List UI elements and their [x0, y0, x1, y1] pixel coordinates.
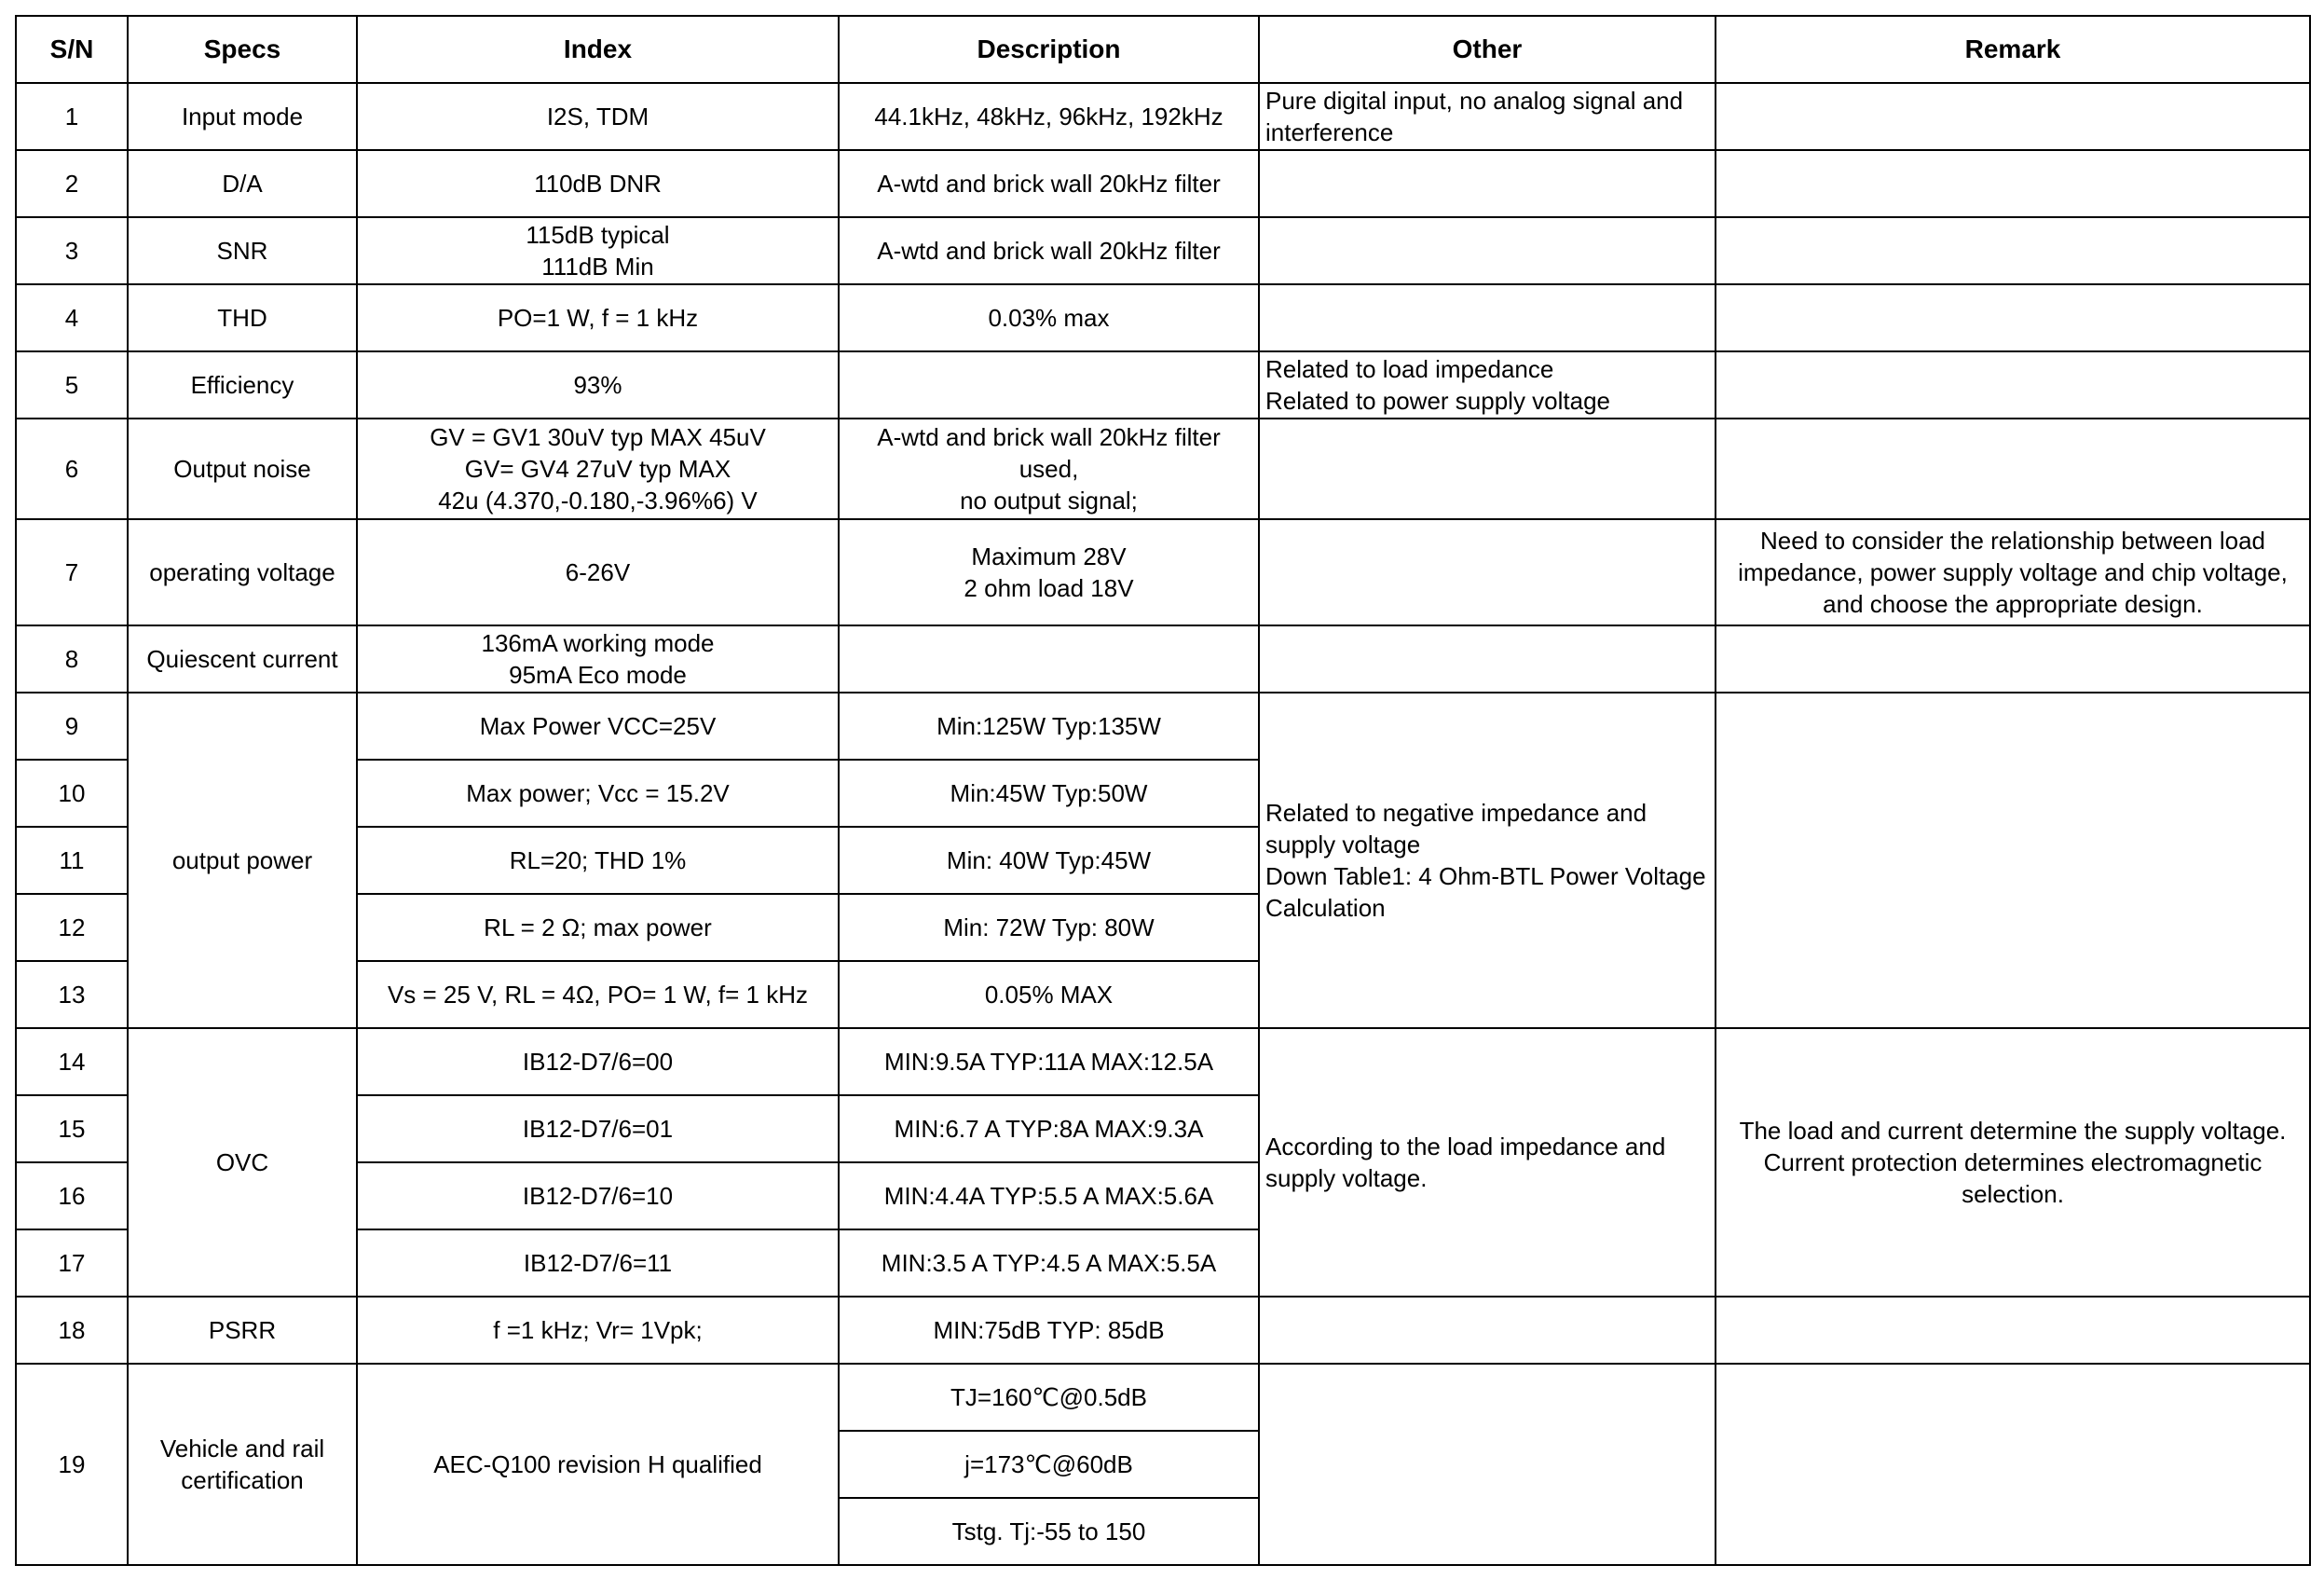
cell-index: IB12-D7/6=00: [357, 1028, 839, 1095]
cell-sn: 4: [16, 284, 128, 351]
cell-description: Tstg. Tj:-55 to 150: [839, 1498, 1259, 1565]
table-row: [16, 284, 2310, 351]
header-remark: Remark: [1716, 16, 2310, 83]
cell-index: RL=20; THD 1%: [357, 827, 839, 894]
cell-remark: [1716, 419, 2310, 519]
cell-remark-ovc: The load and current determine the supply voltage. Current protection determines electromagnetic selection.: [1716, 1028, 2310, 1297]
cell-description: Maximum 28V 2 ohm load 18V: [839, 519, 1259, 625]
cell-description: MIN:75dB TYP: 85dB: [839, 1297, 1259, 1364]
cell-description: Min:125W Typ:135W: [839, 693, 1259, 760]
cell-index: f =1 kHz; Vr= 1Vpk;: [357, 1297, 839, 1364]
cell-other: [1259, 217, 1716, 284]
cell-sn: 1: [16, 83, 128, 150]
cell-index-vehicle: AEC-Q100 revision H qualified: [357, 1364, 839, 1565]
cell-index: IB12-D7/6=11: [357, 1229, 839, 1297]
table-row: [16, 217, 2310, 284]
cell-description: TJ=160℃@0.5dB: [839, 1364, 1259, 1431]
cell-index: 93%: [357, 351, 839, 419]
cell-specs: Input mode: [128, 83, 357, 150]
header-other: Other: [1259, 16, 1716, 83]
table-row: [16, 150, 2310, 217]
table-row: [16, 351, 2310, 419]
cell-index: GV = GV1 30uV typ MAX 45uV GV= GV4 27uV typ MAX 42u (4.370,-0.180,-3.96%6) V: [357, 419, 839, 519]
cell-remark: [1716, 1297, 2310, 1364]
cell-index: PO=1 W, f = 1 kHz: [357, 284, 839, 351]
cell-specs: THD: [128, 284, 357, 351]
header-specs: Specs: [128, 16, 357, 83]
cell-other-ovc: According to the load impedance and supply voltage.: [1259, 1028, 1716, 1297]
cell-description: 0.03% max: [839, 284, 1259, 351]
cell-specs-output-power: output power: [128, 693, 357, 1028]
cell-sn: 8: [16, 625, 128, 693]
cell-specs: D/A: [128, 150, 357, 217]
table-row: [16, 1028, 2310, 1095]
cell-other: [1259, 150, 1716, 217]
cell-index: 136mA working mode 95mA Eco mode: [357, 625, 839, 693]
cell-other: [1259, 625, 1716, 693]
cell-sn: 5: [16, 351, 128, 419]
table-row: [16, 693, 2310, 760]
cell-index: RL = 2 Ω; max power: [357, 894, 839, 961]
cell-sn: 17: [16, 1229, 128, 1297]
cell-specs: PSRR: [128, 1297, 357, 1364]
header-sn: S/N: [16, 16, 128, 83]
cell-description: Min:45W Typ:50W: [839, 760, 1259, 827]
cell-other: [1259, 519, 1716, 625]
cell-description: MIN:9.5A TYP:11A MAX:12.5A: [839, 1028, 1259, 1095]
cell-remark: [1716, 83, 2310, 150]
cell-description: 44.1kHz, 48kHz, 96kHz, 192kHz: [839, 83, 1259, 150]
cell-index: 6-26V: [357, 519, 839, 625]
cell-description: MIN:4.4A TYP:5.5 A MAX:5.6A: [839, 1162, 1259, 1229]
cell-description: MIN:6.7 A TYP:8A MAX:9.3A: [839, 1095, 1259, 1162]
header-row: [16, 16, 2310, 83]
cell-index: Vs = 25 V, RL = 4Ω, PO= 1 W, f= 1 kHz: [357, 961, 839, 1028]
cell-index: IB12-D7/6=01: [357, 1095, 839, 1162]
cell-remark: [1716, 217, 2310, 284]
cell-specs: Output noise: [128, 419, 357, 519]
cell-sn: 16: [16, 1162, 128, 1229]
cell-description: A-wtd and brick wall 20kHz filter: [839, 217, 1259, 284]
cell-index: 115dB typical 111dB Min: [357, 217, 839, 284]
table-row: [16, 1364, 2310, 1431]
cell-sn: 15: [16, 1095, 128, 1162]
cell-description: 0.05% MAX: [839, 961, 1259, 1028]
cell-specs: Efficiency: [128, 351, 357, 419]
cell-remark-vehicle: [1716, 1364, 2310, 1565]
cell-description: [839, 351, 1259, 419]
cell-remark: [1716, 625, 2310, 693]
cell-sn: 12: [16, 894, 128, 961]
table-row: [16, 419, 2310, 519]
cell-other: [1259, 284, 1716, 351]
table-row: [16, 83, 2310, 150]
header-index: Index: [357, 16, 839, 83]
cell-sn: 19: [16, 1364, 128, 1565]
cell-sn: 9: [16, 693, 128, 760]
cell-sn: 18: [16, 1297, 128, 1364]
cell-remark: Need to consider the relationship between load impedance, power supply voltage and chip voltage, and choose the appropriate design.: [1716, 519, 2310, 625]
cell-description: MIN:3.5 A TYP:4.5 A MAX:5.5A: [839, 1229, 1259, 1297]
spec-table: [15, 15, 2311, 1566]
cell-description: A-wtd and brick wall 20kHz filter: [839, 150, 1259, 217]
cell-other: [1259, 1297, 1716, 1364]
cell-index: Max Power VCC=25V: [357, 693, 839, 760]
cell-index: IB12-D7/6=10: [357, 1162, 839, 1229]
header-description: Description: [839, 16, 1259, 83]
cell-remark: [1716, 284, 2310, 351]
table-row: [16, 625, 2310, 693]
cell-remark: [1716, 351, 2310, 419]
cell-sn: 6: [16, 419, 128, 519]
table-row: [16, 519, 2310, 625]
cell-description: Min: 40W Typ:45W: [839, 827, 1259, 894]
cell-description: j=173℃@60dB: [839, 1431, 1259, 1498]
cell-sn: 11: [16, 827, 128, 894]
cell-other: [1259, 419, 1716, 519]
cell-sn: 14: [16, 1028, 128, 1095]
cell-index: 110dB DNR: [357, 150, 839, 217]
cell-specs-vehicle: Vehicle and rail certification: [128, 1364, 357, 1565]
cell-other-output-power: Related to negative impedance and supply voltage Down Table1: 4 Ohm-BTL Power Voltage Calculation: [1259, 693, 1716, 1028]
cell-sn: 3: [16, 217, 128, 284]
cell-index: Max power; Vcc = 15.2V: [357, 760, 839, 827]
cell-description: Min: 72W Typ: 80W: [839, 894, 1259, 961]
cell-other: Pure digital input, no analog signal and interference: [1259, 83, 1716, 150]
cell-sn: 2: [16, 150, 128, 217]
cell-description: [839, 625, 1259, 693]
cell-description: A-wtd and brick wall 20kHz filter used, no output signal;: [839, 419, 1259, 519]
cell-sn: 7: [16, 519, 128, 625]
cell-sn: 13: [16, 961, 128, 1028]
cell-index: I2S, TDM: [357, 83, 839, 150]
cell-specs-ovc: OVC: [128, 1028, 357, 1297]
cell-specs: SNR: [128, 217, 357, 284]
cell-remark-output-power: [1716, 693, 2310, 1028]
table-row: [16, 1297, 2310, 1364]
cell-specs: operating voltage: [128, 519, 357, 625]
cell-remark: [1716, 150, 2310, 217]
cell-specs: Quiescent current: [128, 625, 357, 693]
cell-sn: 10: [16, 760, 128, 827]
cell-other: Related to load impedance Related to power supply voltage: [1259, 351, 1716, 419]
cell-other-vehicle: [1259, 1364, 1716, 1565]
